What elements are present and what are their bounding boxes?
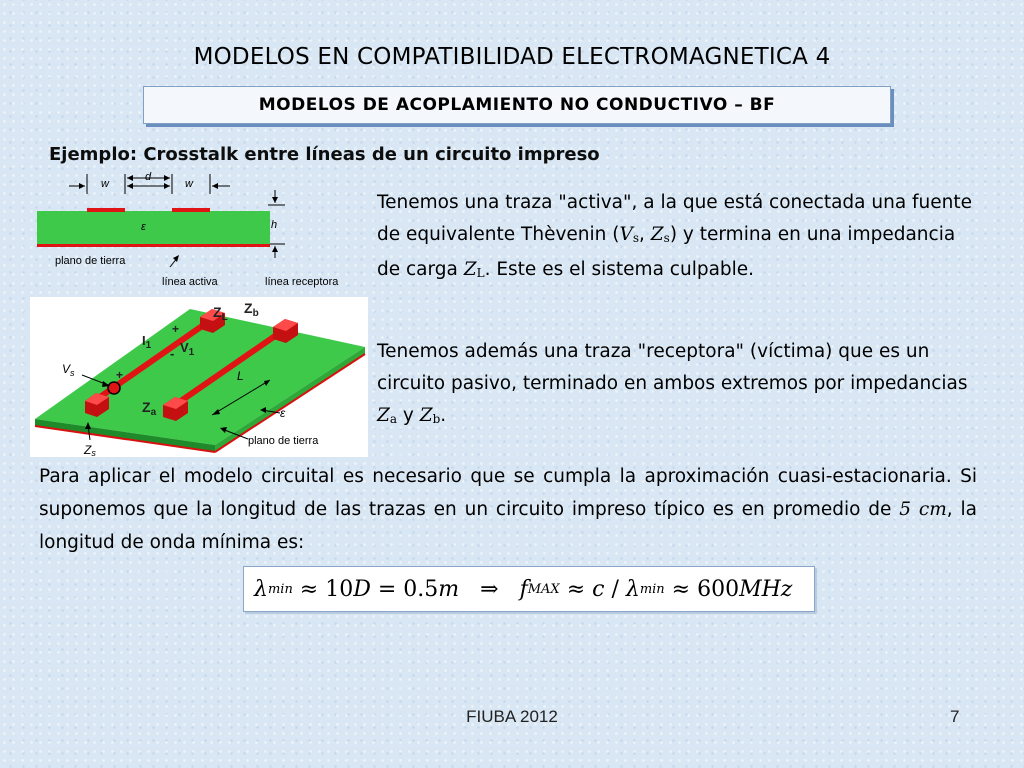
label-w2: w xyxy=(185,178,193,190)
symbol-Za: Z xyxy=(377,405,390,426)
label-Za-sub: a xyxy=(150,407,157,418)
symbol-Za-sub: a xyxy=(389,412,398,426)
f-approx2: ≈ xyxy=(559,576,593,602)
f-min-sub2: min xyxy=(639,581,665,597)
page-number: 7 xyxy=(950,707,960,726)
label-ground: plano de tierra xyxy=(55,255,126,267)
label-w1: w xyxy=(101,178,109,190)
p2-and: y xyxy=(397,405,420,426)
active-trace xyxy=(87,208,125,212)
f-f: f xyxy=(519,576,528,602)
p2-text-1: Tenemos además una traza "receptora" (víctima) que es un circuito pasivo, terminado en ambos extremos por impedancias xyxy=(377,341,968,394)
f-approx3: ≈ 600 xyxy=(664,576,740,602)
substrate xyxy=(37,211,270,244)
ground-plane xyxy=(37,244,270,247)
symbol-Vs-sub: s xyxy=(632,231,640,245)
label-plus-src: + xyxy=(116,368,124,382)
subtitle-box xyxy=(143,86,891,124)
symbol-Zb: Z xyxy=(419,405,433,426)
label-epsilon-persp: ε xyxy=(280,406,286,420)
f-eq: = 0.5 xyxy=(370,576,439,602)
p1-text-2: ) y termina en una impedancia de carga xyxy=(377,224,956,280)
paragraph-active-trace xyxy=(377,187,977,289)
p1-text-1: Tenemos una traza "activa", a la que está conectada una fuente de equivalente Thèvenin ( xyxy=(377,192,973,245)
paragraph-receptor-trace xyxy=(377,336,977,435)
label-Zs-sub: s xyxy=(91,448,96,457)
label-Vs-sub: s xyxy=(70,368,75,378)
receptor-trace xyxy=(172,208,210,212)
label-Vs: V xyxy=(62,362,71,376)
symbol-Vs: V xyxy=(619,224,633,245)
footer-text: FIUBA 2012 xyxy=(466,707,558,726)
f-min-sub: min xyxy=(267,581,293,597)
label-I1: I xyxy=(142,333,146,348)
symbol-Zs-sub: s xyxy=(663,231,670,245)
voltage-source xyxy=(108,382,120,394)
label-Zb: Z xyxy=(244,300,253,316)
label-L: L xyxy=(237,369,244,383)
formula-box xyxy=(243,566,815,612)
f-m: m xyxy=(438,576,460,602)
f-D: D xyxy=(353,576,371,602)
f-slash: / xyxy=(604,576,626,602)
paragraph-quasi-static xyxy=(39,460,977,559)
f-approx1: ≈ 10 xyxy=(292,576,354,602)
label-active: línea activa xyxy=(162,276,218,288)
cross-section-diagram xyxy=(35,172,365,292)
label-V1: V xyxy=(180,340,189,355)
example-title: Ejemplo: Crosstalk entre líneas de un circuito impreso xyxy=(49,144,600,165)
label-V1-sub: 1 xyxy=(188,347,195,358)
perspective-diagram xyxy=(30,297,368,457)
label-Zb-sub: b xyxy=(252,308,259,319)
slide-title: MODELOS EN COMPATIBILIDAD ELECTROMAGNETICA 4 xyxy=(193,44,831,70)
subtitle-text: MODELOS DE ACOPLAMIENTO NO CONDUCTIVO – BF xyxy=(258,95,776,115)
label-epsilon: ε xyxy=(141,221,146,233)
p1-comma: , xyxy=(639,224,651,245)
label-d: d xyxy=(145,172,152,183)
f-c: c xyxy=(592,576,605,602)
label-I1-sub: 1 xyxy=(145,340,152,351)
label-plus-top: + xyxy=(172,322,180,336)
f-lambda2: λ xyxy=(625,576,640,602)
label-receptor: línea receptora xyxy=(265,276,339,288)
p1-text-3: . Este es el sistema culpable. xyxy=(484,259,755,280)
f-lambda: λ xyxy=(254,576,268,602)
length-value: 5 cm xyxy=(899,499,947,520)
symbol-ZL: Z xyxy=(463,259,477,280)
label-ZL: Z xyxy=(213,304,222,320)
p3-text-1: Para aplicar el modelo circuital es necesario que se cumpla la aproximación cuasi-estacionaria. Si suponemos que la longitud de las trazas en un circuito impreso típico es en promedio de xyxy=(39,466,977,520)
label-ground-persp: plano de tierra xyxy=(248,435,319,447)
symbol-Zs: Z xyxy=(650,224,664,245)
p2-text-2: . xyxy=(440,405,447,426)
label-Za: Z xyxy=(142,399,151,415)
label-ZL-sub: L xyxy=(221,312,228,323)
label-h: h xyxy=(271,219,278,231)
label-minus: - xyxy=(170,346,175,361)
f-max-sub: MAX xyxy=(527,581,560,597)
f-arrow: ⇒ xyxy=(459,576,520,602)
symbol-ZL-sub: L xyxy=(476,266,485,280)
p3-text-2: , la longitud de onda mínima es: xyxy=(39,499,977,553)
symbol-Zb-sub: b xyxy=(432,412,441,426)
label-Zs: Z xyxy=(84,443,92,457)
f-mhz: MHz xyxy=(739,576,793,602)
